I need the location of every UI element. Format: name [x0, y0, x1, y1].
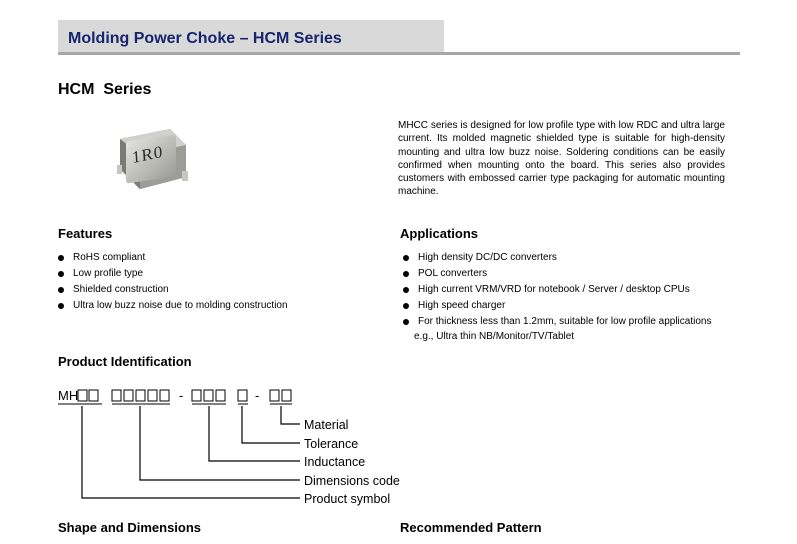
list-item: Low profile type [58, 266, 288, 282]
label-inductance: Inductance [304, 455, 366, 469]
series-title: HCM Series [58, 81, 152, 98]
bullet-icon [58, 303, 64, 309]
list-item: High density DC/DC converters [403, 250, 711, 266]
code-dash: - [179, 388, 184, 403]
list-item: RoHS compliant [58, 250, 288, 266]
list-item: High current VRM/VRD for notebook / Server / desktop CPUs [403, 282, 711, 298]
header-rule [58, 52, 740, 55]
code-prefix: MH [58, 388, 79, 403]
applications-heading: Applications [400, 226, 479, 241]
leader-lines [82, 406, 300, 498]
product-image [116, 125, 190, 195]
bullet-icon [403, 303, 409, 309]
shape-dimensions-heading: Shape and Dimensions [58, 520, 202, 535]
list-item: For thickness less than 1.2mm, suitable for low profile applications [403, 314, 711, 330]
bullet-icon [403, 271, 409, 277]
list-item: Ultra low buzz noise due to molding construction [58, 298, 288, 314]
label-dimensions-code: Dimensions code [304, 474, 400, 488]
bullet-icon [403, 287, 409, 293]
banner-title: Molding Power Choke – HCM Series [68, 30, 342, 47]
list-item: High speed charger [403, 298, 711, 314]
bullet-icon [58, 287, 64, 293]
label-material: Material [304, 418, 349, 432]
applications-example: e.g., Ultra thin NB/Monitor/TV/Tablet [414, 331, 575, 342]
label-tolerance: Tolerance [304, 437, 359, 451]
product-identification-heading: Product Identification [58, 354, 192, 369]
code-dash: - [255, 388, 260, 403]
list-item: POL converters [403, 266, 711, 282]
applications-list [400, 250, 711, 330]
bullet-icon [403, 255, 409, 261]
recommended-pattern-heading: Recommended Pattern [400, 520, 542, 535]
label-product-symbol: Product symbol [304, 492, 391, 506]
list-item: Shielded construction [58, 282, 288, 298]
intro-paragraph: MHCC series is designed for low profile type with low RDC and ultra large current. Its molded magnetic shielded type is suitable for high-density mounting and ultra low buzz noise. Soldering conditions can be easily confirmed when mounting onto the board. This series also provides customers with embossed carrier type packaging for automatic mounting machine. [398, 120, 725, 198]
bullet-icon [58, 271, 64, 277]
features-list [58, 250, 288, 314]
chip-marking: 1R0 [131, 141, 164, 168]
features-heading: Features [58, 226, 113, 241]
product-identification-diagram [56, 380, 416, 510]
bullet-icon [403, 319, 409, 325]
bullet-icon [58, 255, 64, 261]
